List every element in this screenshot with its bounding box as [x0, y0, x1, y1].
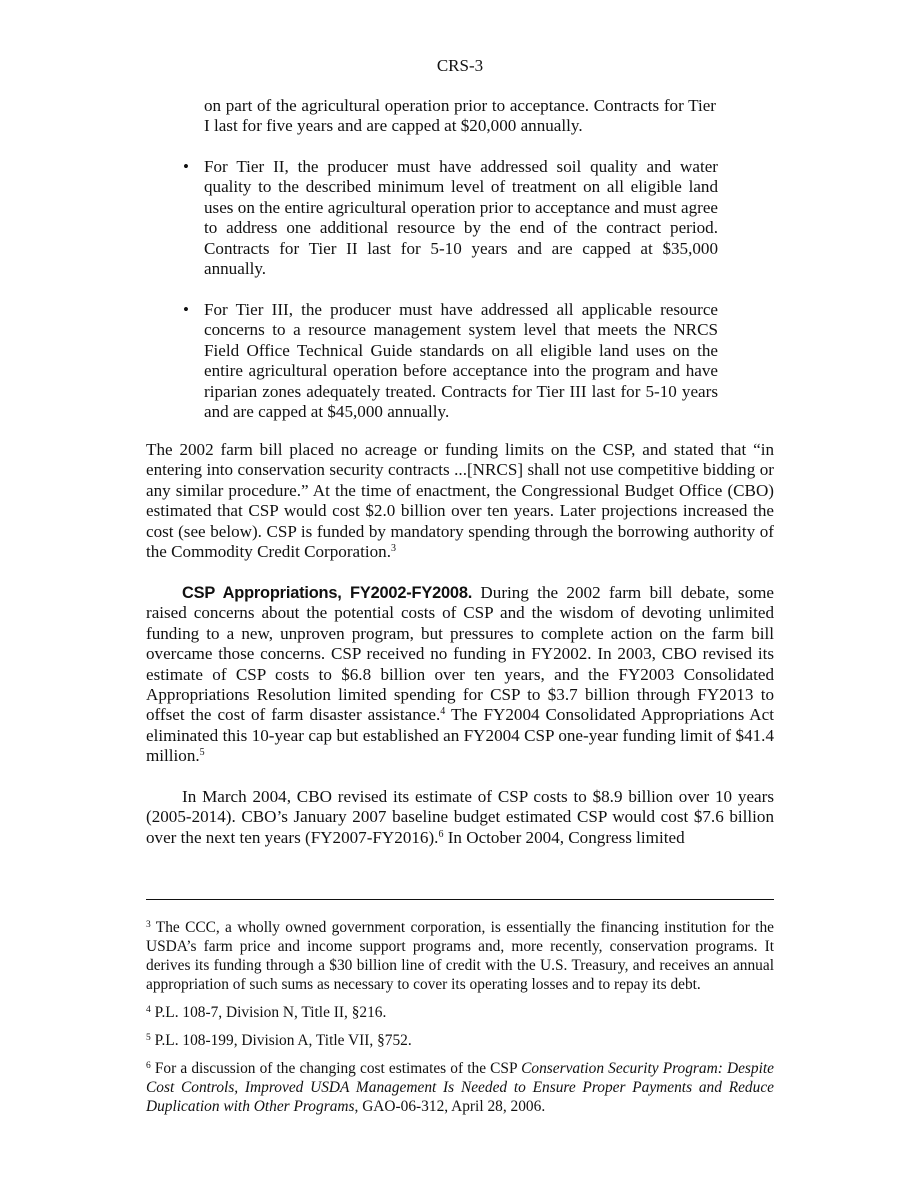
footnote-number: 3 [146, 920, 151, 930]
bullet-icon: • [183, 300, 189, 319]
footnote-5 [146, 1031, 774, 1050]
footnote-number: 6 [146, 1061, 151, 1071]
footnote-text: For a discussion of the changing cost estimates of the CSP [150, 1060, 522, 1077]
paragraph-text: During the 2002 farm bill debate, some raised concerns about the potential costs of CSP and the wisdom of devoting unlimited funding to a new, unproven program, but pressures to complete action on the farm bill overcame those concerns. CSP received no funding in FY2002. In 2003, CBO revised its estimate of CSP costs to $6.8 billion over ten years, and the FY2003 Consolidated Appropriations Resolution limited spending for CSP to $3.7 billion through FY2013 to offset the cost of farm disaster assistance. [146, 583, 775, 725]
bullet-text: For Tier III, the producer must have addressed all applicable resource concerns to a resource management system level that meets the NRCS Field Office Technical Guide standards on all eligible land uses on the entire agricultural operation before acceptance into the program and have riparian zones adequately treated. Contracts for Tier III last for 5-10 years and are capped at $45,000 annually. [204, 300, 718, 422]
paragraph-appropriations [146, 583, 774, 767]
footnote-text: , GAO-06-312, April 28, 2006. [354, 1098, 546, 1115]
bullet-text: For Tier II, the producer must have addressed soil quality and water quality to the described minimum level of treatment on all eligible land uses on the entire agricultural operation prior to acceptance and must agree to address one additional resource by the end of the contract period. Contracts for Tier II last for 5-10 years and are capped at $35,000 annually. [204, 157, 718, 279]
paragraph-text: The FY2004 Consolidated Appropriations Act eliminated this 10-year cap but established an FY2004 CSP one-year funding limit of $41.4 million. [146, 705, 774, 766]
paragraph-text: The 2002 farm bill placed no acreage or funding limits on the CSP, and stated that “in entering into conservation security contracts ...[NRCS] shall not use competitive bidding or any similar procedure.” At the time of enactment, the Congressional Budget Office (CBO) estimated that CSP would cost $2.0 billion over ten years. Later projections increased the cost (see below). CSP is funded by mandatory spending through the borrowing authority of the Commodity Credit Corporation. [146, 440, 774, 562]
tier-bullet-list [178, 157, 718, 279]
footnote-3 [146, 918, 774, 994]
bullet-item-tier-iii [178, 300, 718, 422]
footnote-ref[interactable]: 5 [199, 747, 205, 759]
paragraph-cbo-estimates [146, 787, 774, 848]
bullet-icon: • [183, 157, 189, 176]
footnote-ref[interactable]: 6 [438, 828, 444, 840]
bullet-continuation: on part of the agricultural operation prior to acceptance. Contracts for Tier I last for five years and are capped at $20,000 annually. [204, 96, 716, 136]
footnote-text: The CCC, a wholly owned government corporation, is essentially the financing institution for the USDA’s farm price and income support programs and, more recently, conservation programs. It derives its funding through a $30 billion line of credit with the U.S. Treasury, and receives an annual appropriation of such sums as necessary to cover its operating losses and to repay its debt. [146, 919, 774, 993]
footnote-6 [146, 1059, 774, 1116]
tier-bullet-list [178, 300, 718, 422]
footnote-text: P.L. 108-7, Division N, Title II, §216. [150, 1004, 387, 1021]
page-header: CRS-3 [436, 56, 484, 75]
footnote-4 [146, 1003, 774, 1022]
footnote-number: 4 [146, 1005, 151, 1015]
paragraph-farm-bill [146, 440, 774, 562]
bullet-item-tier-ii [178, 157, 718, 279]
footnote-ref[interactable]: 4 [440, 706, 446, 718]
footnote-divider [146, 899, 774, 900]
footnote-ref[interactable]: 3 [391, 543, 396, 555]
footnote-cited-title: Conservation Security Program: Despite Cost Controls, Improved USDA Management Is Needed to Ensure Proper Payments and Reduce Duplication with Other Programs [146, 1060, 774, 1115]
footnote-number: 5 [146, 1033, 151, 1043]
paragraph-text: In October 2004, Congress limited [443, 827, 685, 847]
paragraph-text: In March 2004, CBO revised its estimate of CSP costs to $8.9 billion over 10 years (2005-2014). CBO’s January 2007 baseline budget estimated CSP would cost $7.6 billion over the next ten years (FY2007-FY2016). [146, 787, 774, 847]
footnote-text: P.L. 108-199, Division A, Title VII, §752. [150, 1032, 412, 1049]
section-heading: CSP Appropriations, FY2002-FY2008. [182, 584, 473, 602]
